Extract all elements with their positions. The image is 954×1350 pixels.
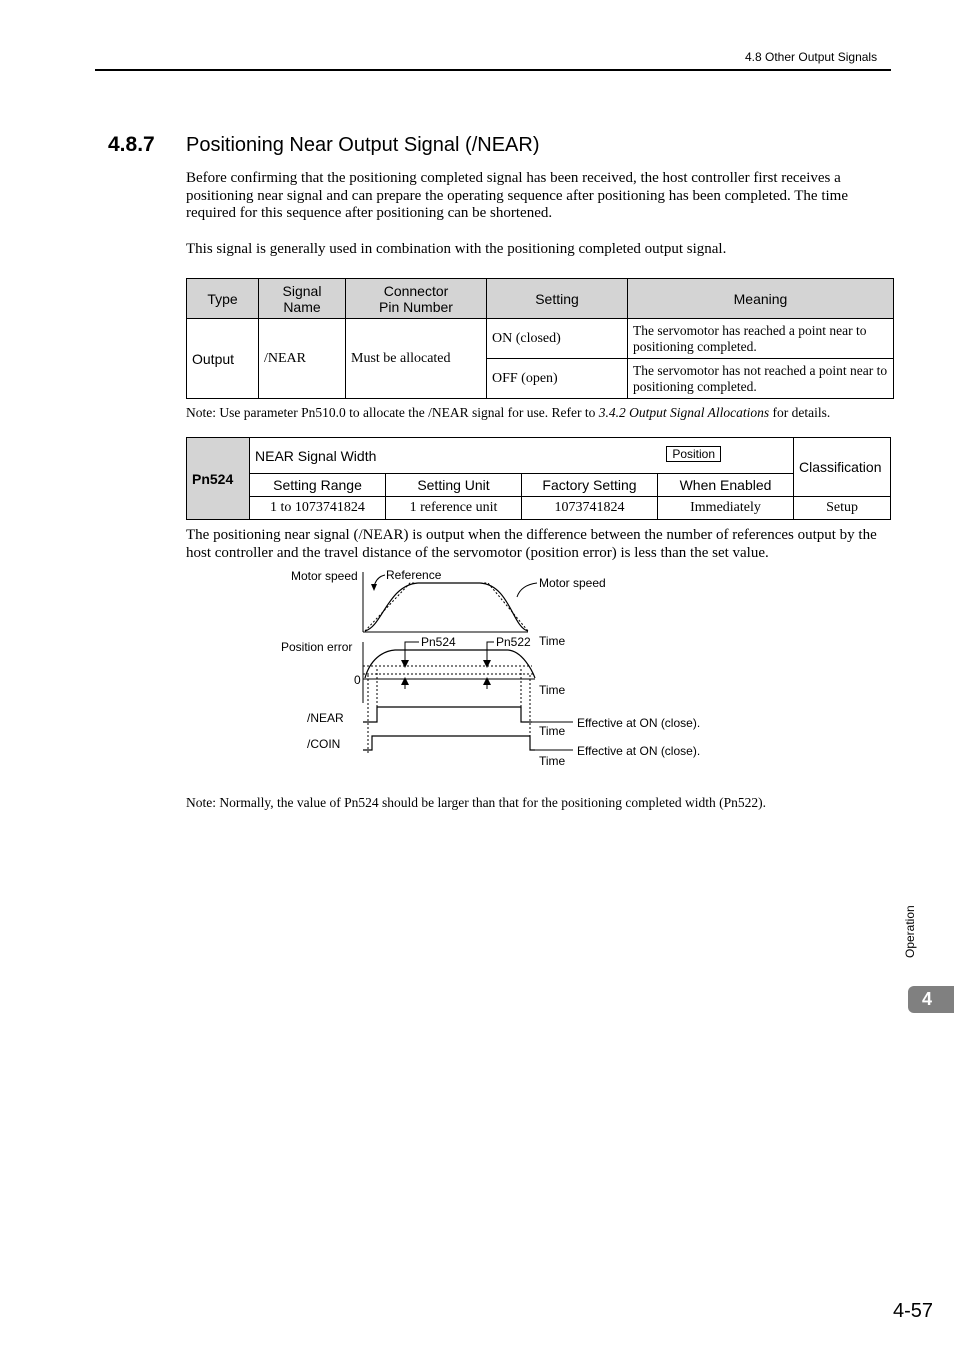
label-time-1: Time: [539, 634, 566, 648]
parameter-table: [186, 437, 891, 520]
cell-meaning-off: The servomotor has not reached a point near to positioning completed.: [628, 359, 894, 399]
value-classification: Setup: [794, 497, 891, 520]
header-setting-unit: Setting Unit: [386, 474, 522, 497]
pn524-arrow-down-icon: [401, 660, 409, 668]
label-motor-speed-axis: Motor speed: [291, 569, 358, 583]
page-number: 4-57: [893, 1300, 934, 1322]
value-setting-unit: 1 reference unit: [386, 497, 522, 520]
label-pn524: Pn524: [421, 635, 456, 649]
note-pn524: Note: Normally, the value of Pn524 should be larger than that for the positioning completed width (Pn522).: [186, 795, 767, 810]
reference-curve: [365, 583, 528, 631]
label-reference: Reference: [386, 568, 442, 582]
header-pin-number: Connector Pin Number: [346, 279, 487, 319]
motor-speed-leader: [517, 583, 537, 597]
header-setting-range: Setting Range: [250, 474, 386, 497]
cell-setting-off: OFF (open): [487, 359, 628, 399]
paragraph-intro: Before confirming that the positioning completed signal has been received, the host controller first receives a positioning near signal and can prepare the operating sequence after positioning has been completed. The time required for this sequence after positioning can be shortened.: [186, 170, 848, 221]
label-near: /NEAR: [307, 711, 344, 725]
signal-table: [186, 278, 894, 399]
paragraph-near-description: The positioning near signal (/NEAR) is output when the difference between the number of references output by the host controller and the travel distance of the servomotor (position error) is less than the set value.: [186, 527, 877, 561]
near-signal: [363, 707, 532, 722]
value-setting-range: 1 to 1073741824: [250, 497, 386, 520]
section-title: Positioning Near Output Signal (/NEAR): [186, 134, 540, 156]
value-when-enabled: Immediately: [658, 497, 794, 520]
pn524-arrow-up-icon: [401, 677, 409, 685]
timing-diagram: [270, 565, 730, 775]
reference-arrow-icon: [371, 584, 377, 591]
note-allocation: Note: Use parameter Pn510.0 to allocate the /NEAR signal for use. Refer to 3.4.2 Output Signal Allocations for details.: [186, 405, 831, 420]
signal-table-header-row: [187, 279, 894, 319]
header-factory-setting: Factory Setting: [522, 474, 658, 497]
label-position-error: Position error: [281, 640, 353, 654]
pn522-arrow-down-icon: [483, 660, 491, 668]
label-time-4: Time: [539, 754, 566, 768]
cell-pin: Must be allocated: [346, 319, 487, 399]
label-time-2: Time: [539, 683, 566, 697]
running-header: 4.8 Other Output Signals: [745, 50, 878, 64]
section-number: 4.8.7: [108, 133, 155, 156]
coin-signal: [363, 736, 535, 750]
label-coin: /COIN: [307, 737, 341, 751]
pn522-leader-top: [487, 642, 494, 663]
pn522-arrow-up-icon: [483, 677, 491, 685]
chapter-tab: 4: [908, 986, 954, 1013]
pn524-leader: [405, 642, 419, 663]
header-meaning: Meaning: [628, 279, 894, 319]
parameter-number: Pn524: [187, 438, 250, 520]
cell-setting-on: ON (closed): [487, 319, 628, 359]
label-motor-speed-curve: Motor speed: [539, 576, 606, 590]
value-factory-setting: 1073741824: [522, 497, 658, 520]
position-badge: Position: [666, 446, 721, 462]
header-when-enabled: When Enabled: [658, 474, 794, 497]
cell-type: Output: [187, 319, 259, 399]
label-zero: 0: [354, 673, 361, 687]
cell-signal: /NEAR: [259, 319, 346, 399]
header-signal-name: Signal Name: [259, 279, 346, 319]
paragraph-usage: This signal is generally used in combination with the positioning completed output signal.: [186, 241, 727, 257]
label-effective-coin: Effective at ON (close).: [577, 744, 701, 758]
parameter-name: NEAR Signal Width Position: [250, 438, 794, 474]
classification-label: Classification: [794, 438, 891, 497]
header-rule: [95, 69, 891, 71]
motor-speed-curve: [365, 583, 528, 631]
label-time-3: Time: [539, 724, 566, 738]
label-pn522: Pn522: [496, 635, 531, 649]
header-type: Type: [187, 279, 259, 319]
side-label-operation: Operation: [903, 905, 917, 958]
label-effective-near: Effective at ON (close).: [577, 716, 701, 730]
cell-meaning-on: The servomotor has reached a point near to positioning completed.: [628, 319, 894, 359]
note-reference: 3.4.2 Output Signal Allocations: [598, 405, 770, 420]
table-row: [187, 319, 894, 359]
header-setting: Setting: [487, 279, 628, 319]
position-error-curve: [365, 650, 535, 678]
